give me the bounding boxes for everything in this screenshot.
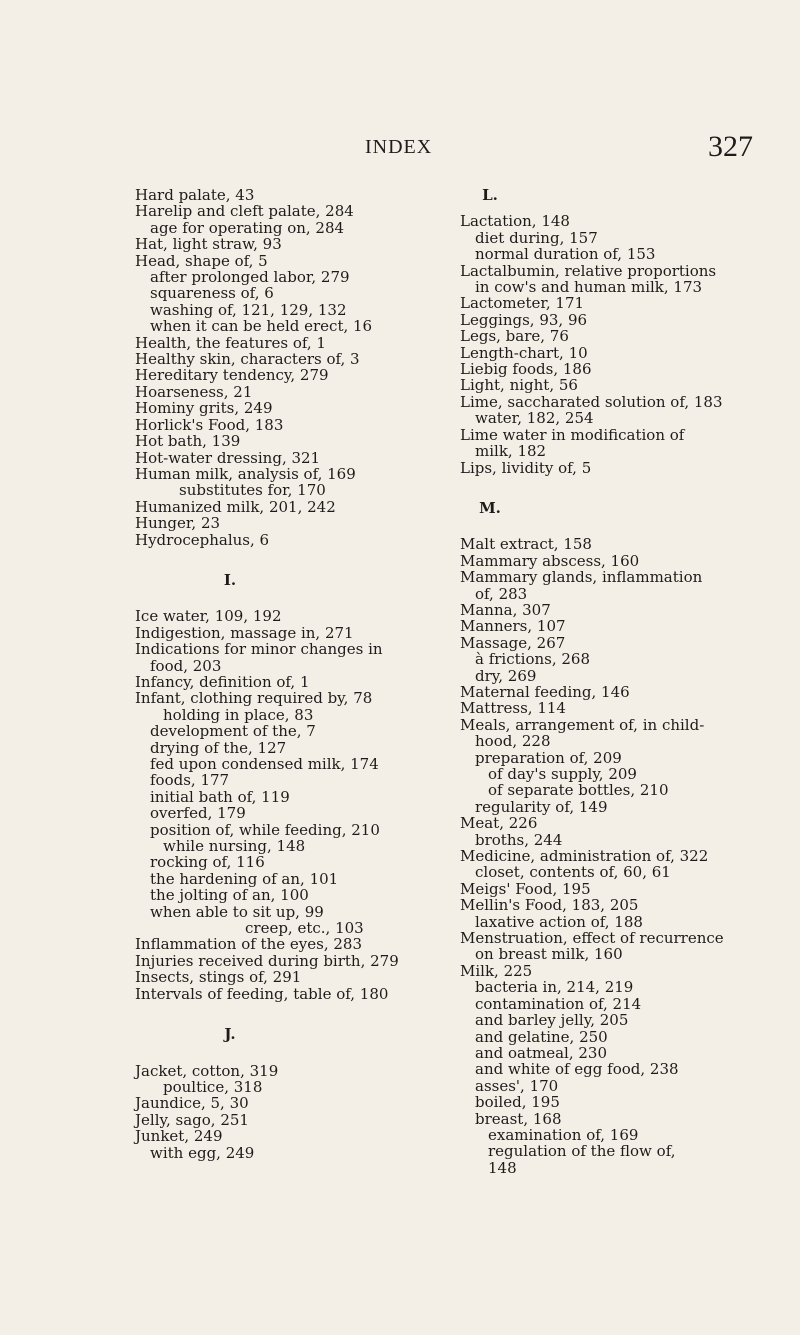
index-entry: Indications for minor changes in <box>135 640 383 659</box>
index-entry: of separate bottles, 210 <box>488 781 669 800</box>
index-entry: Medicine, administration of, 322 <box>460 847 709 866</box>
section-letter-i: I. <box>223 570 237 589</box>
index-entry: Hereditary tendency, 279 <box>135 366 329 385</box>
index-entry: of day's supply, 209 <box>488 765 637 783</box>
index-entry: Massage, 267 <box>460 633 566 652</box>
index-entry: Lips, lividity of, 5 <box>460 458 592 477</box>
index-section-l <box>460 213 760 476</box>
index-entry: Legs, bare, 76 <box>460 327 569 346</box>
index-entry: contamination of, 214 <box>475 994 642 1013</box>
index-entry: Infancy, definition of, 1 <box>135 672 310 691</box>
index-entry: Lactometer, 171 <box>460 294 585 313</box>
index-entry: Liebig foods, 186 <box>460 360 592 379</box>
index-entry: Hot bath, 139 <box>135 432 241 451</box>
index-entry: the hardening of an, 101 <box>150 869 339 888</box>
index-entry: substitutes for, 170 <box>179 481 326 500</box>
index-entry: when it can be held erect, 16 <box>150 317 373 336</box>
index-entry: rocking of, 116 <box>150 853 265 872</box>
index-entry: Lactation, 148 <box>460 212 570 231</box>
index-entry: 148 <box>488 1158 517 1177</box>
index-entry: Infant, clothing required by, 78 <box>135 689 373 708</box>
index-entry: washing of, 121, 129, 132 <box>150 300 347 319</box>
index-entry: Hominy grits, 249 <box>135 399 273 418</box>
index-entry: water, 182, 254 <box>475 409 594 428</box>
index-entry: development of the, 7 <box>150 722 316 741</box>
index-entry: examination of, 169 <box>488 1125 639 1144</box>
index-entry: regulation of the flow of, <box>488 1142 676 1161</box>
index-section-i <box>135 608 455 1002</box>
index-entry: Humanized milk, 201, 242 <box>135 497 336 516</box>
index-entry: overfed, 179 <box>150 804 246 823</box>
index-entry: normal duration of, 153 <box>475 245 656 264</box>
index-entry: Injuries received during birth, 279 <box>135 951 399 970</box>
index-entry: Harelip and cleft palate, 284 <box>135 202 354 221</box>
index-entry: after prolonged labor, 279 <box>150 268 350 287</box>
index-entry: Head, shape of, 5 <box>135 251 268 270</box>
index-entry: drying of the, 127 <box>150 738 287 757</box>
index-entry: Meals, arrangement of, in child- <box>460 715 705 734</box>
index-entry: Hoarseness, 21 <box>135 382 253 401</box>
index-entry: Indigestion, massage in, 271 <box>135 623 354 642</box>
index-entry: Human milk, analysis of, 169 <box>135 464 356 483</box>
index-entry: milk, 182 <box>475 442 547 461</box>
index-entry: the jolting of an, 100 <box>150 886 309 905</box>
index-entry: à frictions, 268 <box>475 650 591 669</box>
index-entry: bacteria in, 214, 219 <box>475 978 634 997</box>
index-entry: Meigs' Food, 195 <box>460 879 591 898</box>
index-entry: holding in place, 83 <box>163 705 314 724</box>
index-entry: Hydrocephalus, 6 <box>135 530 270 549</box>
index-entry: boiled, 195 <box>475 1093 560 1112</box>
index-entry: regularity of, 149 <box>475 797 608 816</box>
index-entry: Hot-water dressing, 321 <box>135 448 321 467</box>
index-entry: diet during, 157 <box>475 228 598 247</box>
index-entry: and oatmeal, 230 <box>475 1043 607 1062</box>
index-entry: foods, 177 <box>150 771 230 790</box>
index-entry: Jacket, cotton, 319 <box>135 1061 279 1080</box>
index-entry: age for operating on, 284 <box>150 218 345 237</box>
index-entry: with egg, 249 <box>150 1143 255 1162</box>
index-entry: Horlick's Food, 183 <box>135 415 284 434</box>
index-entry: Manners, 107 <box>460 617 566 636</box>
index-entry: Mattress, 114 <box>460 699 566 718</box>
index-entry: Inflammation of the eyes, 283 <box>135 935 362 954</box>
index-column-left <box>135 187 455 1161</box>
index-entry: Intervals of feeding, table of, 180 <box>135 984 389 1003</box>
section-letter-l: L. <box>482 186 498 204</box>
index-entry: Mammary glands, inflammation <box>460 568 703 587</box>
index-entry: poultice, 318 <box>163 1077 263 1096</box>
index-entry: Lactalbumin, relative proportions <box>460 261 717 280</box>
index-entry: Mammary abscess, 160 <box>460 551 640 570</box>
index-entry: Malt extract, 158 <box>460 535 592 554</box>
index-entry: of, 283 <box>475 584 528 603</box>
index-entry: closet, contents of, 60, 61 <box>475 863 671 882</box>
index-entry: creep, etc., 103 <box>245 919 364 938</box>
index-entry: Health, the features of, 1 <box>135 333 326 352</box>
index-entry: while nursing, 148 <box>163 837 306 856</box>
index-entry: Lime water in modification of <box>460 425 685 444</box>
index-entry: Maternal feeding, 146 <box>460 682 630 701</box>
index-entry: when able to sit up, 99 <box>150 902 324 921</box>
index-entry: Meat, 226 <box>460 814 538 833</box>
index-entry: dry, 269 <box>475 666 537 685</box>
index-entry: initial bath of, 119 <box>150 787 290 806</box>
index-entry: and gelatine, 250 <box>475 1027 608 1046</box>
index-entry: preparation of, 209 <box>475 748 622 767</box>
index-entry: Jelly, sago, 251 <box>135 1110 249 1129</box>
index-section-h <box>135 187 455 548</box>
index-entry: Healthy skin, characters of, 3 <box>135 350 360 369</box>
page-number: 327 <box>708 130 753 163</box>
section-letter-j: J. <box>224 1025 236 1044</box>
index-column-right <box>460 187 760 1176</box>
index-entry: Leggings, 93, 96 <box>460 310 588 329</box>
index-entry: Menstruation, effect of recurrence <box>460 929 724 948</box>
index-entry: Hard palate, 43 <box>135 186 255 204</box>
index-section-m <box>460 536 760 1176</box>
index-entry: Mellin's Food, 183, 205 <box>460 896 639 915</box>
page-header <box>0 130 800 170</box>
index-entry: Manna, 307 <box>460 600 551 619</box>
index-entry: Lime, saccharated solution of, 183 <box>460 392 723 411</box>
index-entry: Jaundice, 5, 30 <box>135 1094 249 1113</box>
index-entry: broths, 244 <box>475 830 563 849</box>
index-entry: in cow's and human milk, 173 <box>475 278 703 297</box>
index-entry: asses', 170 <box>475 1076 559 1095</box>
index-entry: Insects, stings of, 291 <box>135 968 302 987</box>
index-entry: on breast milk, 160 <box>475 945 623 964</box>
index-entry: position of, while feeding, 210 <box>150 820 380 839</box>
index-entry: Milk, 225 <box>460 961 533 980</box>
index-entry: and white of egg food, 238 <box>475 1060 679 1079</box>
index-entry: Junket, 249 <box>135 1127 223 1146</box>
section-letter-m: M. <box>479 498 501 517</box>
index-entry: Hat, light straw, 93 <box>135 235 282 254</box>
index-entry: Light, night, 56 <box>460 376 578 395</box>
index-entry: and barley jelly, 205 <box>475 1011 629 1030</box>
index-entry: breast, 168 <box>475 1109 562 1128</box>
index-entry: food, 203 <box>150 656 222 675</box>
index-section-j <box>135 1063 455 1161</box>
index-entry: Hunger, 23 <box>135 514 221 533</box>
index-entry: Length-chart, 10 <box>460 343 588 362</box>
index-entry: fed upon condensed milk, 174 <box>150 755 379 773</box>
index-entry: squareness of, 6 <box>150 284 274 303</box>
index-entry: hood, 228 <box>475 732 551 751</box>
running-title: INDEX <box>365 136 433 158</box>
index-entry: laxative action of, 188 <box>475 912 643 931</box>
index-entry: Ice water, 109, 192 <box>135 607 282 626</box>
